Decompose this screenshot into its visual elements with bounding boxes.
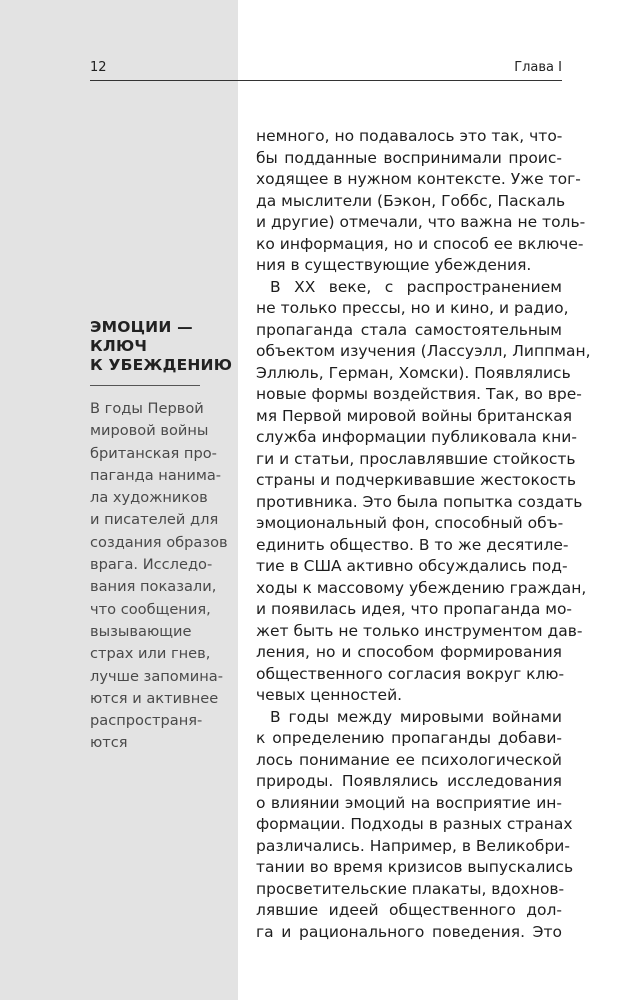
side-note-line: В годы Первой: [90, 400, 204, 417]
chapter-title: Глава I: [514, 60, 562, 75]
text-line: новые формы воздействия. Так, во вре-: [256, 385, 582, 403]
text-line: ния в существующие убеждения.: [256, 256, 532, 274]
text-line: лось понимание ее психологической: [256, 750, 562, 769]
text-line: лявшие идеей общественного дол-: [256, 901, 562, 919]
text-line: эмоциональный фон, способный объ-: [256, 514, 564, 532]
text-line: ко информация, но и способ ее включе-: [256, 234, 584, 253]
side-note-line: ются и активнее: [90, 689, 219, 707]
side-note-heading: [90, 318, 233, 386]
text-line: В годы между мировыми войнами: [270, 707, 562, 726]
text-line: к определению пропаганды добави-: [256, 729, 562, 747]
text-line: бы подданные воспринимали проис-: [256, 148, 562, 167]
text-line: мя Первой мировой войны британская: [256, 406, 573, 425]
text-line: противника. Это была попытка создать: [256, 492, 583, 511]
text-line: тие в США активно обсуждались под-: [256, 557, 568, 575]
text-line: пропаганда стала самостоятельным: [256, 320, 562, 339]
side-note-heading-line: КЛЮЧ: [90, 337, 148, 355]
side-note-line: мировой войны: [90, 422, 209, 440]
side-note-line: лучше запомина-: [90, 667, 223, 685]
text-line: да мыслители (Бэкон, Гоббс, Паскаль: [256, 191, 566, 210]
side-note-body: [90, 398, 230, 755]
side-note-line: и писателей для: [90, 511, 219, 529]
side-note-line: вызывающие: [90, 622, 192, 640]
text-line: единить общество. В то же десятиле-: [256, 535, 569, 554]
text-line: и другие) отмечали, что важна не толь-: [256, 213, 586, 231]
text-line: ходы к массовому убеждению граждан,: [256, 578, 587, 597]
text-line: жет быть не только инструментом дав-: [256, 621, 583, 640]
side-note-line: паганда нанима-: [90, 466, 222, 484]
side-note-line: врага. Исследо-: [90, 556, 213, 574]
text-line: чевых ценностей.: [256, 686, 403, 704]
text-line: не только прессы, но и кино, и радио,: [256, 299, 569, 317]
text-line: страны и подчеркивавшие жестокость: [256, 471, 577, 489]
page-number: 12: [90, 60, 107, 75]
side-note-heading-line: ЭМОЦИИ —: [90, 318, 193, 336]
text-line: различались. Например, в Великобри-: [256, 836, 570, 855]
text-line: га и рационального поведения. Это: [256, 922, 562, 941]
side-note: [90, 318, 233, 755]
text-line: немного, но подавалось это так, что-: [256, 127, 563, 145]
text-line: ходящее в нужном контексте. Уже тог-: [256, 170, 581, 188]
text-line: тании во время кризисов выпускались: [256, 858, 574, 876]
side-note-line: вания показали,: [90, 578, 217, 596]
text-line: и появилась идея, что пропаганда мо-: [256, 600, 573, 618]
text-line: о влиянии эмоций на восприятие ин-: [256, 793, 562, 812]
side-note-heading-line: К УБЕЖДЕНИЮ: [90, 356, 233, 374]
text-line: ги и статьи, прославлявшие стойкость: [256, 449, 576, 468]
running-header: [90, 58, 562, 81]
side-note-line: распространя-: [90, 712, 203, 730]
text-line: формации. Подходы в разных странах: [256, 815, 573, 833]
text-line: объектом изучения (Лассуэлл, Липпман,: [256, 342, 591, 360]
text-line: ления, но и способом формирования: [256, 643, 562, 661]
text-line: Эллюль, Герман, Хомски). Появлялись: [256, 363, 571, 382]
text-line: общественного согласия вокруг клю-: [256, 664, 565, 683]
side-note-line: создания образов: [90, 533, 228, 551]
text-line: просветительские плакаты, вдохнов-: [256, 879, 565, 898]
side-note-line: британская про-: [90, 444, 217, 462]
side-note-line: ются: [90, 734, 128, 752]
text-line: В XX веке, с распространением: [270, 277, 562, 296]
main-text-column: [256, 126, 591, 943]
text-line: природы. Появлялись исследования: [256, 772, 562, 790]
side-note-line: что сообщения,: [90, 600, 211, 618]
text-line: служба информации публиковала кни-: [256, 428, 577, 446]
side-note-line: страх или гнев,: [90, 645, 211, 663]
side-note-line: ла художников: [90, 489, 208, 507]
